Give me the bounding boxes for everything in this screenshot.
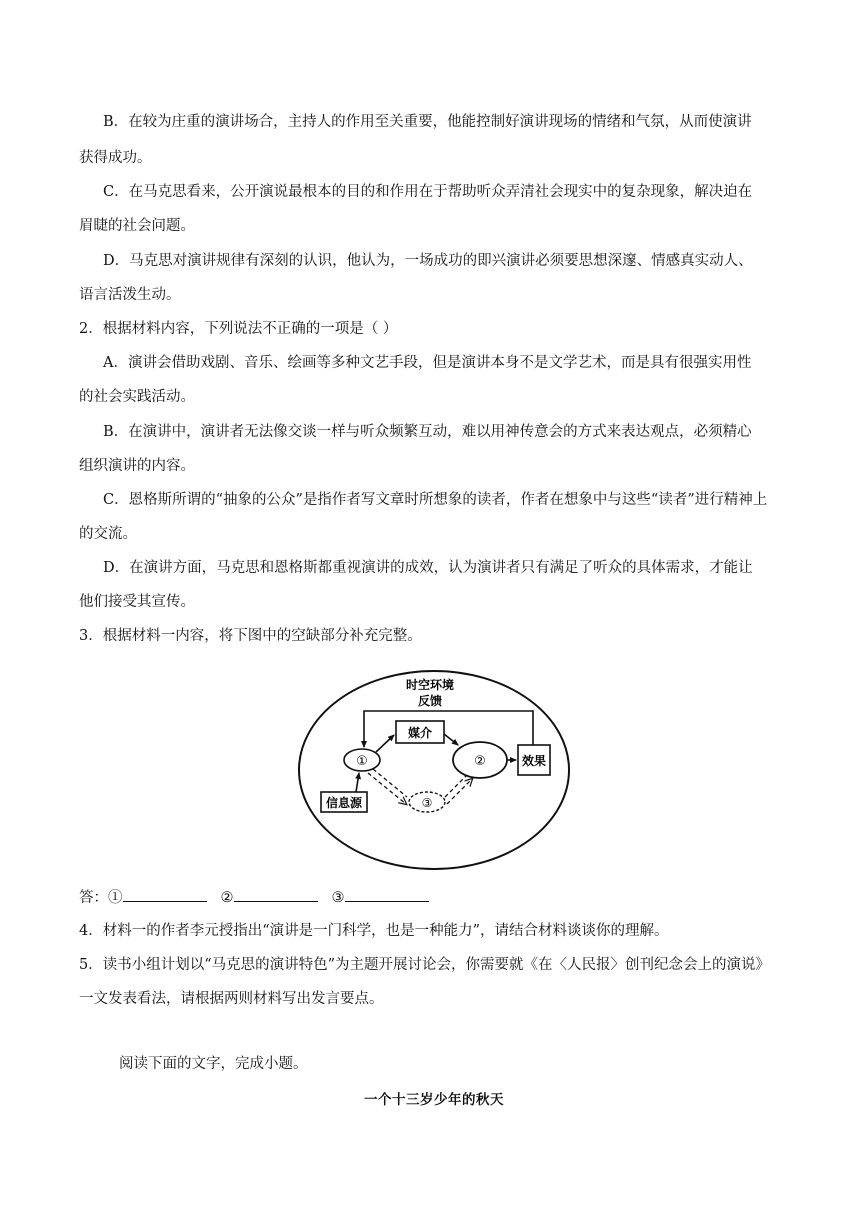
node-1-label: ① [356, 754, 368, 769]
feedback-arrow [364, 711, 533, 748]
q2-stem: 2．根据材料内容，下列说法不正确的一项是（ ） [79, 321, 398, 337]
q2-option-a-line1: A．演讲会借助戏剧、音乐、绘画等多种文艺手段，但是演讲本身不是文学艺术，而是具有很强实用性 [103, 355, 752, 371]
q5-stem-line1: 5．读书小组计划以“马克思的演讲特色”为主题开展讨论会，你需要就《在〈人民报〉创刊纪念会上的演说》 [79, 957, 771, 973]
answer-line [79, 886, 443, 908]
q3-stem: 3．根据材料一内容，将下图中的空缺部分补充完整。 [79, 628, 422, 644]
dashed-node3-node2-a [445, 776, 466, 797]
node1-to-media-arrow [376, 735, 394, 752]
answer-blank-3[interactable] [345, 886, 429, 902]
diagram-title-line1: 时空环境 [405, 678, 455, 692]
q1-option-c-line1: C．在马克思看来，公开演说最根本的目的和作用在于帮助听众弄清社会现实中的复杂现象，解决迫在 [103, 184, 753, 200]
node-2-label: ② [474, 754, 486, 769]
diagram-title-line2: 反馈 [417, 694, 443, 708]
q2-option-c-line2: 的交流。 [79, 526, 137, 542]
answer-mark-3: ③ [331, 890, 345, 906]
q2-option-a-line2: 的社会实践活动。 [79, 389, 195, 405]
q5-stem-line2: 一文发表看法，请根据两则材料写出发言要点。 [79, 991, 384, 1007]
q1-option-d-line2: 语言活泼生动。 [79, 287, 181, 303]
q2-option-d-line2: 他们接受其宣传。 [79, 594, 195, 610]
answer-prefix: 答：① [79, 890, 123, 906]
source-to-node1-arrow [356, 773, 359, 792]
q1-option-b-line1: B．在较为庄重的演讲场合，主持人的作用至关重要，他能控制好演讲现场的情绪和气氛，从而使演讲 [103, 114, 752, 130]
q2-option-d-line1: D．在演讲方面，马克思和恩格斯都重视演讲的成效，认为演讲者只有满足了听众的具体需求，才能让 [103, 560, 753, 576]
answer-mark-2: ② [220, 890, 234, 906]
source-label: 信息源 [325, 796, 363, 810]
reading-instruction: 阅读下面的文字，完成小题。 [119, 1056, 308, 1072]
q2-option-b-line1: B．在演讲中，演讲者无法像交谈一样与听众频繁互动，难以用神传意会的方式来表达观点，必须精心 [103, 424, 752, 440]
q1-option-d-line1: D．马克思对演讲规律有深刻的认识，他认为，一场成功的即兴演讲必须要思想深邃、情感真实动人、 [103, 253, 753, 269]
communication-diagram [296, 668, 572, 873]
media-to-node2-arrow [444, 734, 458, 745]
q2-option-c-line1: C．恩格斯所谓的“抽象的公众”是指作者写文章时所想象的读者，作者在想象中与这些“读者”进行精神上 [103, 492, 768, 508]
answer-blank-1[interactable] [123, 886, 207, 902]
dashed-node1-node3-b [368, 773, 406, 804]
node-3-label: ③ [421, 796, 433, 810]
q1-option-c-line2: 眉睫的社会问题。 [79, 218, 195, 234]
q2-option-b-line2: 组织演讲的内容。 [79, 458, 195, 474]
q4-stem: 4．材料一的作者李元授指出“演讲是一门科学，也是一种能力”，请结合材料谈谈你的理解。 [79, 923, 669, 939]
media-label: 媒介 [407, 726, 433, 740]
answer-blank-2[interactable] [234, 886, 318, 902]
reading-title: 一个十三岁少年的秋天 [364, 1092, 504, 1108]
dashed-node1-node3-a [373, 769, 407, 797]
effect-label: 效果 [521, 754, 547, 768]
q1-option-b-line2: 获得成功。 [79, 150, 152, 166]
